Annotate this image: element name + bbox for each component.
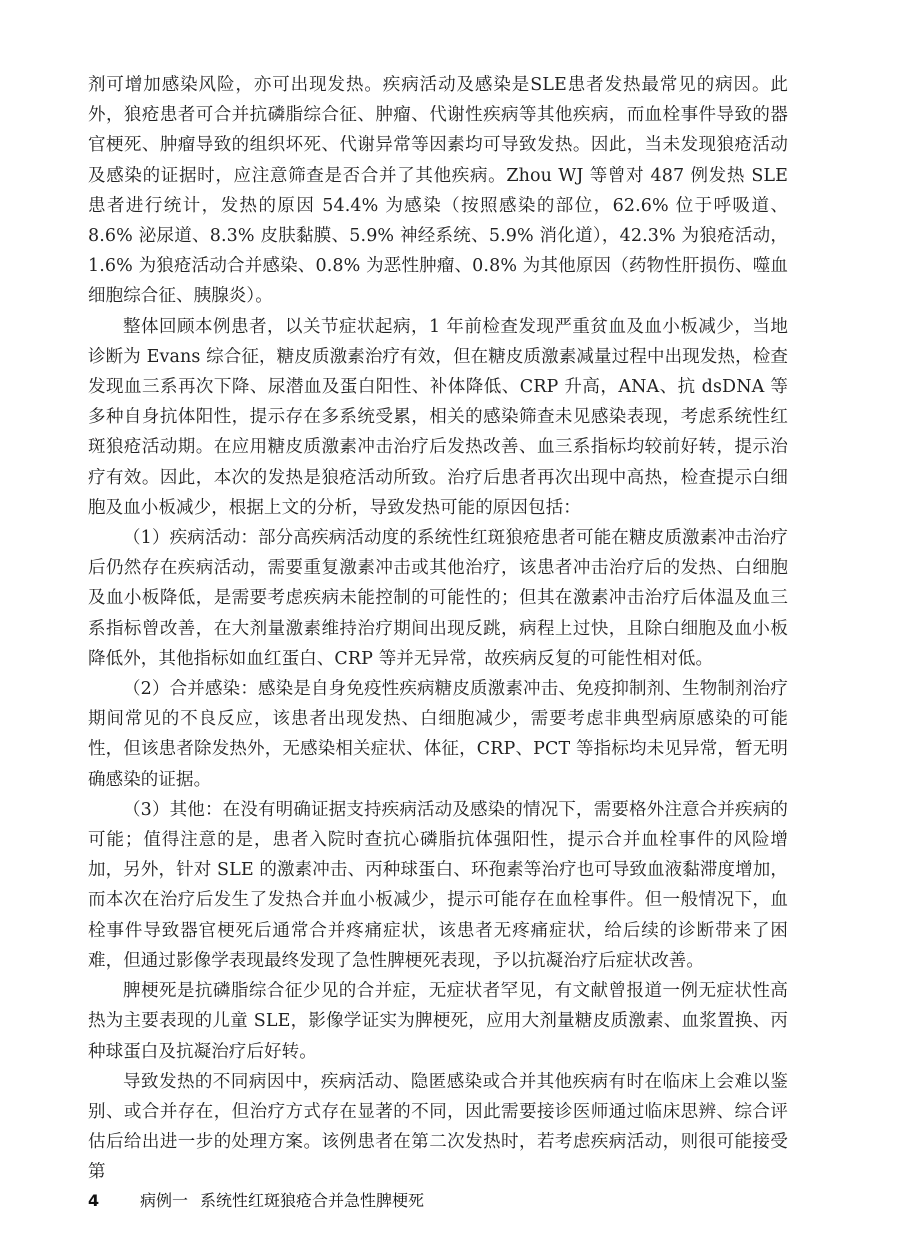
paragraph-other-causes: （3）其他：在没有明确证据支持疾病活动及感染的情况下，需要格外注意合并疾病的可能；值得注意的是，患者入院时查抗心磷脂抗体强阳性，提示合并血栓事件的风险增加，另外，针对 SLE 的激素冲击、丙种球蛋白、环孢素等治疗也可导致血液黏滞度增加，而本次在治疗后发生了发热合并血小板减少，提示可能存在血栓事件。但一般情况下，血栓事件导致器官梗死后通常合并疼痛症状，该患者无疼痛症状，给后续的诊断带来了困难，但通过影像学表现最终发现了急性脾梗死表现，予以抗凝治疗后症状改善。 [88, 799, 788, 971]
page-footer [88, 1188, 424, 1211]
case-title: 系统性红斑狼疮合并急性脾梗死 [200, 1191, 425, 1210]
paragraph-disease-activity: （1）疾病活动：部分高疾病活动度的系统性红斑狼疮患者可能在糖皮质激素冲击治疗后仍然存在疾病活动，需要重复激素冲击或其他治疗，该患者冲击治疗后的发热、白细胞及血小板降低，是需要考虑疾病未能控制的可能性的；但其在激素冲击治疗后体温及血三系指标曾改善，在大剂量激素维持治疗期间出现反跳，病程上过快，且除白细胞及血小板降低外，其他指标如血红蛋白、CRP 等并无异常，故疾病反复的可能性相对低。 [88, 528, 788, 669]
paragraph-splenic-infarction: 脾梗死是抗磷脂综合征少见的合并症，无症状者罕见，有文献曾报道一例无症状性高热为主要表现的儿童 SLE，影像学证实为脾梗死，应用大剂量糖皮质激素、血浆置换、丙种球蛋白及抗凝治疗后好转。 [88, 981, 788, 1062]
case-label: 病例一 [140, 1191, 189, 1210]
paragraph-continuation: 剂可增加感染风险，亦可出现发热。疾病活动及感染是SLE患者发热最常见的病因。此外，狼疮患者可合并抗磷脂综合征、肿瘤、代谢性疾病等其他疾病，而血栓事件导致的器官梗死、肿瘤导致的组织坏死、代谢异常等因素均可导致发热。因此，当未发现狼疮活动及感染的证据时，应注意筛查是否合并了其他疾病。Zhou WJ 等曾对 487 例发热 SLE 患者进行统计，发热的原因 54.4% 为感染（按照感染的部位，62.6% 位于呼吸道、8.6% 泌尿道、8.3% 皮肤黏膜、5.9% 神经系统、5.9% 消化道），42.3% 为狼疮活动，1.6% 为狼疮活动合并感染、0.8% 为恶性肿瘤、0.8% 为其他原因（药物性肝损伤、噬血细胞综合征、胰腺炎）。 [88, 75, 788, 307]
paragraph-infection: （2）合并感染：感染是自身免疫性疾病糖皮质激素冲击、免疫抑制剂、生物制剂治疗期间常见的不良反应，该患者出现发热、白细胞减少，需要考虑非典型病原感染的可能性，但该患者除发热外，无感染相关症状、体征，CRP、PCT 等指标均未见异常，暂无明确感染的证据。 [88, 679, 788, 790]
page-number: 4 [88, 1191, 100, 1210]
body-text [88, 70, 788, 1188]
paragraph-differential: 导致发热的不同病因中，疾病活动、隐匿感染或合并其他疾病有时在临床上会难以鉴别、或合并存在，但治疗方式存在显著的不同，因此需要接诊医师通过临床思辨、综合评估后给出进一步的处理方案。该例患者在第二次发热时，若考虑疾病活动，则很可能接受第 [88, 1071, 788, 1183]
paragraph-case-review: 整体回顾本例患者，以关节症状起病，1 年前检查发现严重贫血及血小板减少，当地诊断为 Evans 综合征，糖皮质激素治疗有效，但在糖皮质激素减量过程中出现发热，检查发现血三系再次下降、尿潜血及蛋白阳性、补体降低、CRP 升高，ANA、抗 dsDNA 等多种自身抗体阳性，提示存在多系统受累，相关的感染筛查未见感染表现，考虑系统性红斑狼疮活动期。在应用糖皮质激素冲击治疗后发热改善、血三系指标均较前好转，提示治疗有效。因此，本次的发热是狼疮活动所致。治疗后患者再次出现中高热，检查提示白细胞及血小板减少，根据上文的分析，导致发热可能的原因包括： [88, 316, 788, 518]
